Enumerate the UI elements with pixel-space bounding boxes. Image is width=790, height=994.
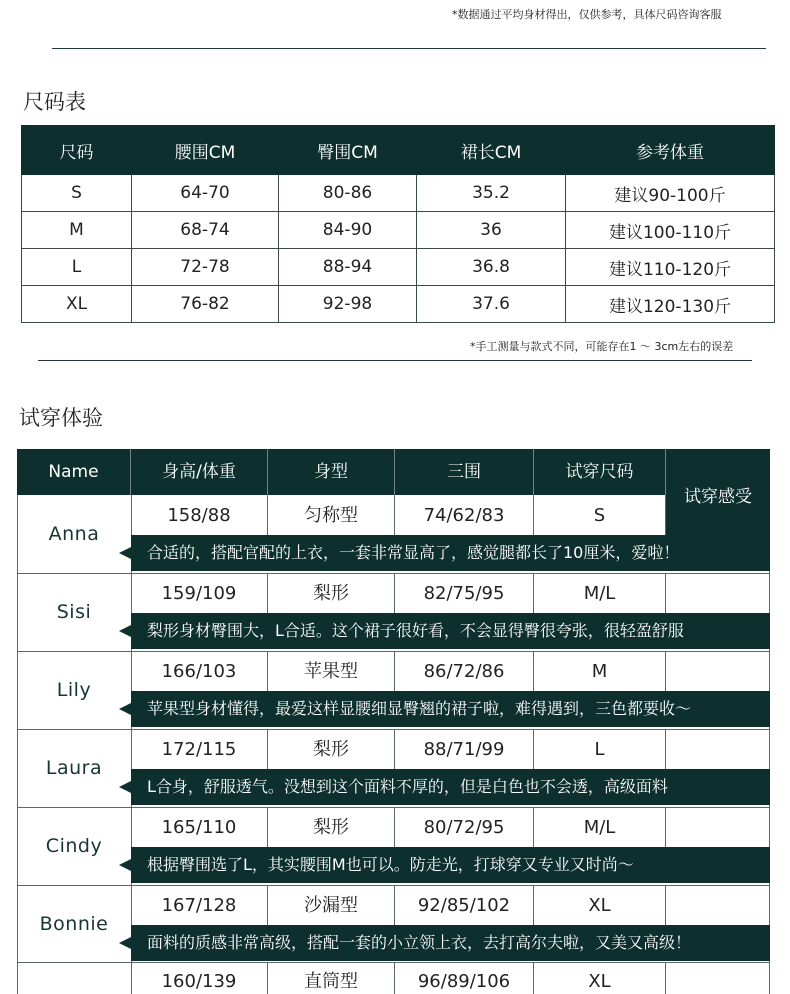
person-name: Laura xyxy=(45,757,103,779)
waist-cell: 72-78 xyxy=(132,249,279,286)
hip-cell: 88-94 xyxy=(279,249,417,286)
weight-cell: 建议120-130斤 xyxy=(566,286,775,323)
data-disclaimer: *数据通过平均身材得出，仅供参考，具体尺码咨询客服 xyxy=(452,8,722,21)
header-size: 尺码 xyxy=(22,126,132,175)
body-shape-cell: 苹果型 xyxy=(268,651,395,691)
header-feedback: 试穿感受 xyxy=(666,449,770,535)
list-item xyxy=(17,651,770,729)
size-chart-header-row xyxy=(22,126,775,175)
header-body-shape: 身型 xyxy=(268,449,395,495)
measurement-note: *手工测量与款式不同，可能存在1 ～ 3cm左右的误差 xyxy=(470,340,734,353)
divider xyxy=(38,360,752,361)
try-size-cell: L xyxy=(534,729,666,769)
list-item xyxy=(17,885,770,963)
header-waist: 腰围CM xyxy=(132,126,279,175)
list-item xyxy=(17,807,770,885)
list-item xyxy=(17,729,770,807)
feedback-comment: 合适的，搭配官配的上衣，一套非常显高了，感觉腿都长了10厘米，爱啦！ xyxy=(131,535,770,571)
try-size-cell: XL xyxy=(534,885,666,925)
list-item xyxy=(17,573,770,651)
feedback-comment: 苹果型身材懂得，最爱这样显腰细显臀翘的裙子啦，难得遇到，三色都要收～ xyxy=(131,691,770,727)
body-shape-cell: 梨形 xyxy=(268,729,395,769)
try-size-cell: M xyxy=(534,651,666,691)
size-chart-title: 尺码表 xyxy=(23,90,86,114)
divider xyxy=(52,48,766,49)
length-cell: 35.2 xyxy=(417,175,566,212)
try-size-cell: S xyxy=(534,495,666,535)
length-cell: 36.8 xyxy=(417,249,566,286)
weight-cell: 建议100-110斤 xyxy=(566,212,775,249)
header-hip: 臀围CM xyxy=(279,126,417,175)
size-cell: XL xyxy=(22,286,132,323)
try-on-header-row xyxy=(17,449,770,495)
height-weight-cell: 165/110 xyxy=(131,807,268,847)
table-row xyxy=(22,286,775,323)
waist-cell: 76-82 xyxy=(132,286,279,323)
size-chart-table xyxy=(21,125,775,323)
list-item xyxy=(17,495,770,573)
feedback-comment: 面料的质感非常高级，搭配一套的小立领上衣，去打高尔夫啦，又美又高级！ xyxy=(131,925,770,961)
height-weight-cell: 158/88 xyxy=(131,495,268,535)
weight-cell: 建议90-100斤 xyxy=(566,175,775,212)
height-weight-cell: 167/128 xyxy=(131,885,268,925)
length-cell: 37.6 xyxy=(417,286,566,323)
feedback-comment: L合身，舒服透气。没想到这个面料不厚的，但是白色也不会透，高级面料 xyxy=(131,769,770,805)
size-cell: L xyxy=(22,249,132,286)
try-size-cell: M/L xyxy=(534,573,666,613)
hip-cell: 92-98 xyxy=(279,286,417,323)
measurements-cell: 96/89/106 xyxy=(395,963,534,994)
feedback-comment: 梨形身材臀围大，L合适。这个裙子很好看，不会显得臀很夸张，很轻盈舒服 xyxy=(131,613,770,649)
height-weight-cell: 159/109 xyxy=(131,573,268,613)
table-row xyxy=(22,212,775,249)
list-item xyxy=(17,963,770,994)
header-length: 裙长CM xyxy=(417,126,566,175)
height-weight-cell: 160/139 xyxy=(131,963,268,994)
length-cell: 36 xyxy=(417,212,566,249)
try-on-table xyxy=(17,449,770,994)
header-measurements: 三围 xyxy=(395,449,534,495)
try-size-cell: XL xyxy=(534,963,666,994)
measurements-cell: 82/75/95 xyxy=(395,573,534,613)
weight-cell: 建议110-120斤 xyxy=(566,249,775,286)
body-shape-cell: 梨形 xyxy=(268,573,395,613)
body-shape-cell: 匀称型 xyxy=(268,495,395,535)
hip-cell: 84-90 xyxy=(279,212,417,249)
header-height-weight: 身高/体重 xyxy=(131,449,268,495)
size-cell: M xyxy=(22,212,132,249)
measurements-cell: 80/72/95 xyxy=(395,807,534,847)
measurements-cell: 88/71/99 xyxy=(395,729,534,769)
person-name: Anna xyxy=(48,523,100,545)
waist-cell: 64-70 xyxy=(132,175,279,212)
table-row xyxy=(22,249,775,286)
header-try-size: 试穿尺码 xyxy=(534,449,666,495)
waist-cell: 68-74 xyxy=(132,212,279,249)
try-on-title: 试穿体验 xyxy=(19,406,103,430)
person-name: Bonnie xyxy=(39,913,109,935)
try-size-cell: M/L xyxy=(534,807,666,847)
hip-cell: 80-86 xyxy=(279,175,417,212)
measurements-cell: 86/72/86 xyxy=(395,651,534,691)
body-shape-cell: 沙漏型 xyxy=(268,885,395,925)
feedback-comment: 根据臀围选了L，其实腰围M也可以。防走光，打球穿又专业又时尚～ xyxy=(131,847,770,883)
header-name: Name xyxy=(17,449,131,495)
person-name: Cindy xyxy=(45,835,103,857)
size-cell: S xyxy=(22,175,132,212)
height-weight-cell: 172/115 xyxy=(131,729,268,769)
height-weight-cell: 166/103 xyxy=(131,651,268,691)
header-weight: 参考体重 xyxy=(566,126,775,175)
body-shape-cell: 梨形 xyxy=(268,807,395,847)
measurements-cell: 92/85/102 xyxy=(395,885,534,925)
measurements-cell: 74/62/83 xyxy=(395,495,534,535)
table-row xyxy=(22,175,775,212)
person-name: Sisi xyxy=(56,601,92,623)
body-shape-cell: 直筒型 xyxy=(268,963,395,994)
person-name: Lily xyxy=(56,679,92,701)
